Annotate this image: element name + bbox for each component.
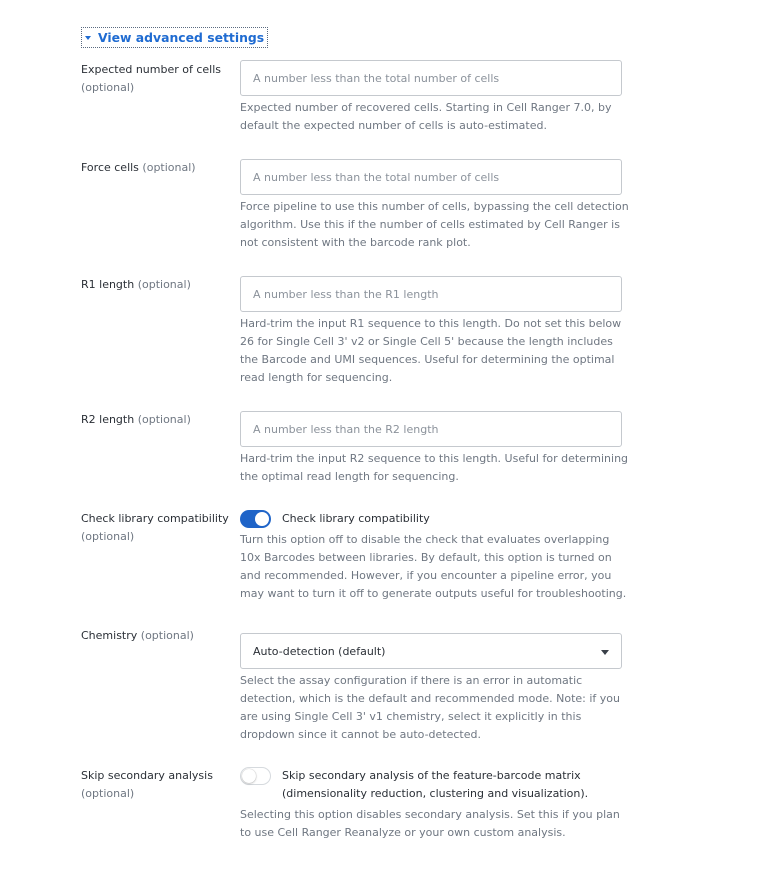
expected-cells-input[interactable] [240,60,622,96]
optional-marker: (optional) [137,413,191,426]
skip-secondary-help: Selecting this option disables secondary analysis. Set this if you plan to use Cell Ranger Reanalyze or your own custom analysis. [240,808,620,839]
skip-secondary-label: Skip secondary analysis (optional) [81,769,213,800]
r2-length-label: R2 length (optional) [81,413,191,426]
caret-down-icon [85,36,91,40]
toggle-knob [242,769,256,783]
optional-marker: (optional) [142,161,196,174]
chemistry-label: Chemistry (optional) [81,629,194,642]
r1-length-input[interactable] [240,276,622,312]
chevron-down-icon [601,650,609,655]
check-library-toggle[interactable] [240,510,271,528]
check-library-label: Check library compatibility (optional) [81,512,229,543]
check-library-help: Turn this option off to disable the check that evaluates overlapping 10x Barcodes between libraries. By default, this option is turned on and recommended. However, if you encounter a pipeline error, you may want to turn it off to generate outputs useful for troubleshooting. [240,533,627,600]
optional-marker: (optional) [81,787,135,800]
r2-length-input[interactable] [240,411,622,447]
optional-marker: (optional) [81,530,135,543]
r2-length-help: Hard-trim the input R2 sequence to this length. Useful for determining the optimal read length for sequencing. [240,452,629,483]
advanced-settings-label: View advanced settings [98,30,265,45]
skip-secondary-toggle-label: Skip secondary analysis of the feature-barcode matrix (dimensionality reduction, clustering and visualization). [282,769,589,800]
optional-marker: (optional) [137,278,191,291]
r1-length-help: Hard-trim the input R1 sequence to this length. Do not set this below 26 for Single Cell 3' v2 or Single Cell 5' because the length includes the Barcode and UMI sequences. Useful for determining the optimal read length for sequencing. [240,317,622,384]
expected-cells-help: Expected number of recovered cells. Starting in Cell Ranger 7.0, by default the expected number of cells is auto-estimated. [240,101,612,132]
toggle-knob [255,512,269,526]
skip-secondary-toggle[interactable] [240,767,271,785]
optional-marker: (optional) [140,629,194,642]
expected-cells-label: Expected number of cells (optional) [81,63,222,94]
force-cells-label: Force cells (optional) [81,161,196,174]
chemistry-help: Select the assay configuration if there is an error in automatic detection, which is the default and recommended mode. Note: if you are using Single Cell 3' v1 chemistry, select it explicitly in this dropdown since it cannot be auto-detected. [240,674,620,741]
view-advanced-settings-toggle[interactable] [81,27,268,48]
r1-length-label: R1 length (optional) [81,278,191,291]
force-cells-help: Force pipeline to use this number of cells, bypassing the cell detection algorithm. Use this if the number of cells estimated by Cell Ranger is not consistent with the barcode rank plot. [240,200,629,249]
chemistry-select[interactable] [240,633,622,669]
force-cells-input[interactable] [240,159,622,195]
optional-marker: (optional) [81,81,135,94]
chemistry-selected-value: Auto-detection (default) [253,644,386,658]
check-library-toggle-label: Check library compatibility [282,512,430,525]
